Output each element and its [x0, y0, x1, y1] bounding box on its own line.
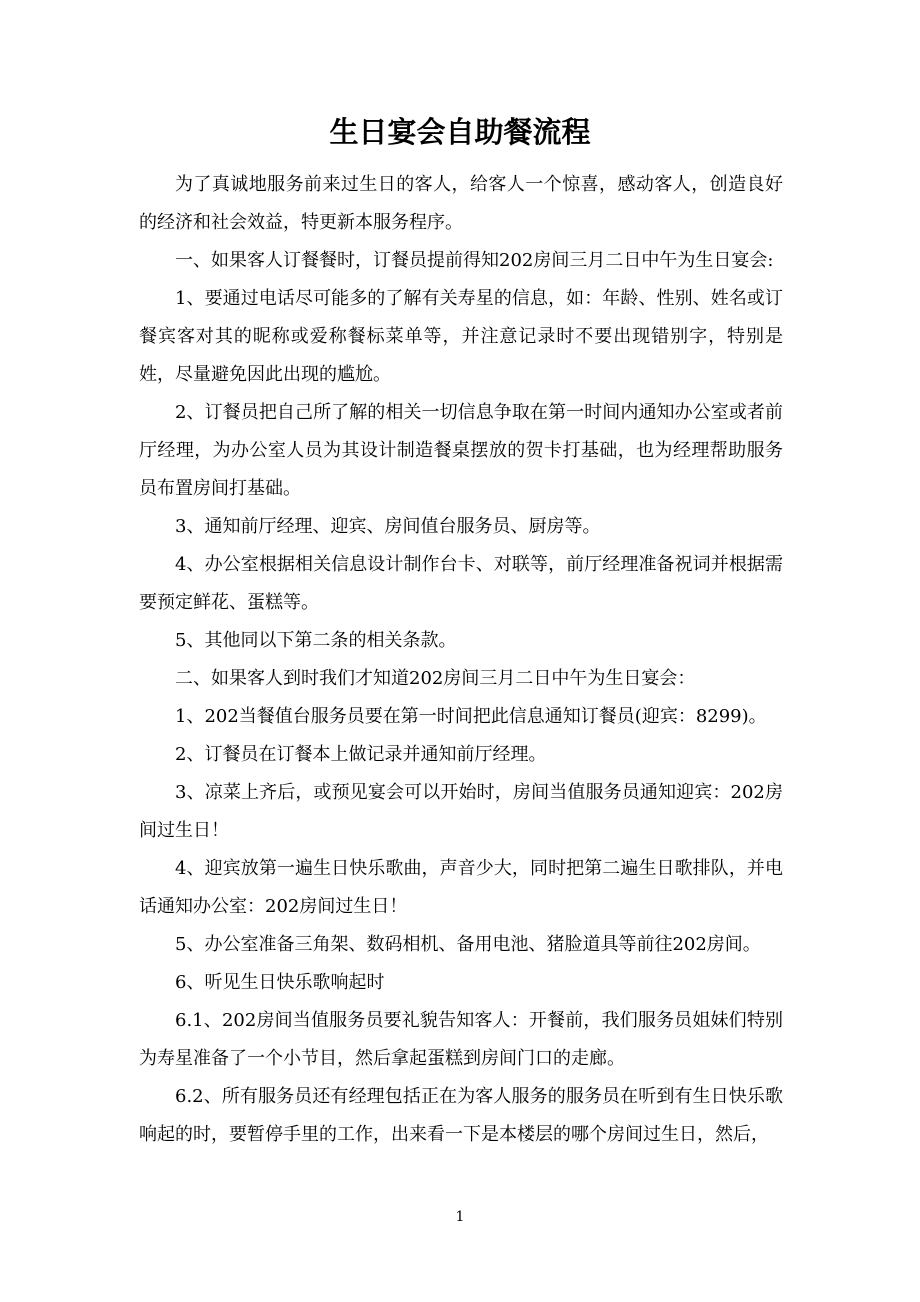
- paragraph: 4、迎宾放第一遍生日快乐歌曲，声音少大，同时把第二遍生日歌排队，并电话通知办公室：202房间过生日！: [139, 858, 783, 917]
- paragraph: 6、听见生日快乐歌响起时: [175, 972, 385, 993]
- paragraph: 6.1、202房间当值服务员要礼貌告知客人：开餐前，我们服务员姐妹们特别为寿星准备了一个小节目，然后拿起蛋糕到房间门口的走廊。: [139, 1010, 783, 1069]
- paragraph: 5、办公室准备三角架、数码相机、备用电池、猪脸道具等前往202房间。: [175, 934, 761, 955]
- paragraph: 6.2、所有服务员还有经理包括正在为客人服务的服务员在听到有生日快乐歌响起的时，要暂停手里的工作，出来看一下是本楼层的哪个房间过生日，然后，: [139, 1086, 783, 1145]
- page-number: 1: [455, 1209, 465, 1225]
- paragraph: 3、通知前厅经理、迎宾、房间值台服务员、厨房等。: [175, 516, 601, 537]
- paragraph: 1、202当餐值台服务员要在第一时间把此信息通知订餐员(迎宾：8299)。: [175, 706, 767, 727]
- paragraph-intro: 为了真诚地服务前来过生日的客人，给客人一个惊喜，感动客人，创造良好的经济和社会效益，特更新本服务程序。: [139, 174, 783, 233]
- paragraph: 4、办公室根据相关信息设计制作台卡、对联等，前厅经理准备祝词并根据需要预定鲜花、蛋糕等。: [139, 554, 783, 613]
- paragraph: 5、其他同以下第二条的相关条款。: [175, 630, 457, 651]
- section-heading-1: 一、如果客人订餐餐时，订餐员提前得知202房间三月二日中午为生日宴会:: [175, 250, 774, 271]
- paragraph: 2、订餐员在订餐本上做记录并通知前厅经理。: [175, 744, 547, 765]
- paragraph: 2、订餐员把自己所了解的相关一切信息争取在第一时间内通知办公室或者前厅经理，为办公室人员为其设计制造餐桌摆放的贺卡打基础，也为经理帮助服务员布置房间打基础。: [139, 402, 783, 499]
- document-body: [139, 166, 783, 1154]
- paragraph: 1、要通过电话尽可能多的了解有关寿星的信息，如：年龄、性别、姓名或订餐宾客对其的昵称或爱称餐标菜单等，并注意记录时不要出现错别字，特别是姓，尽量避免因此出现的尴尬。: [139, 288, 783, 385]
- paragraph: 3、凉菜上齐后，或预见宴会可以开始时，房间当值服务员通知迎宾：202房间过生日！: [139, 782, 783, 841]
- document-title: 生日宴会自助餐流程: [329, 115, 591, 149]
- section-heading-2: 二、如果客人到时我们才知道202房间三月二日中午为生日宴会：: [175, 668, 696, 689]
